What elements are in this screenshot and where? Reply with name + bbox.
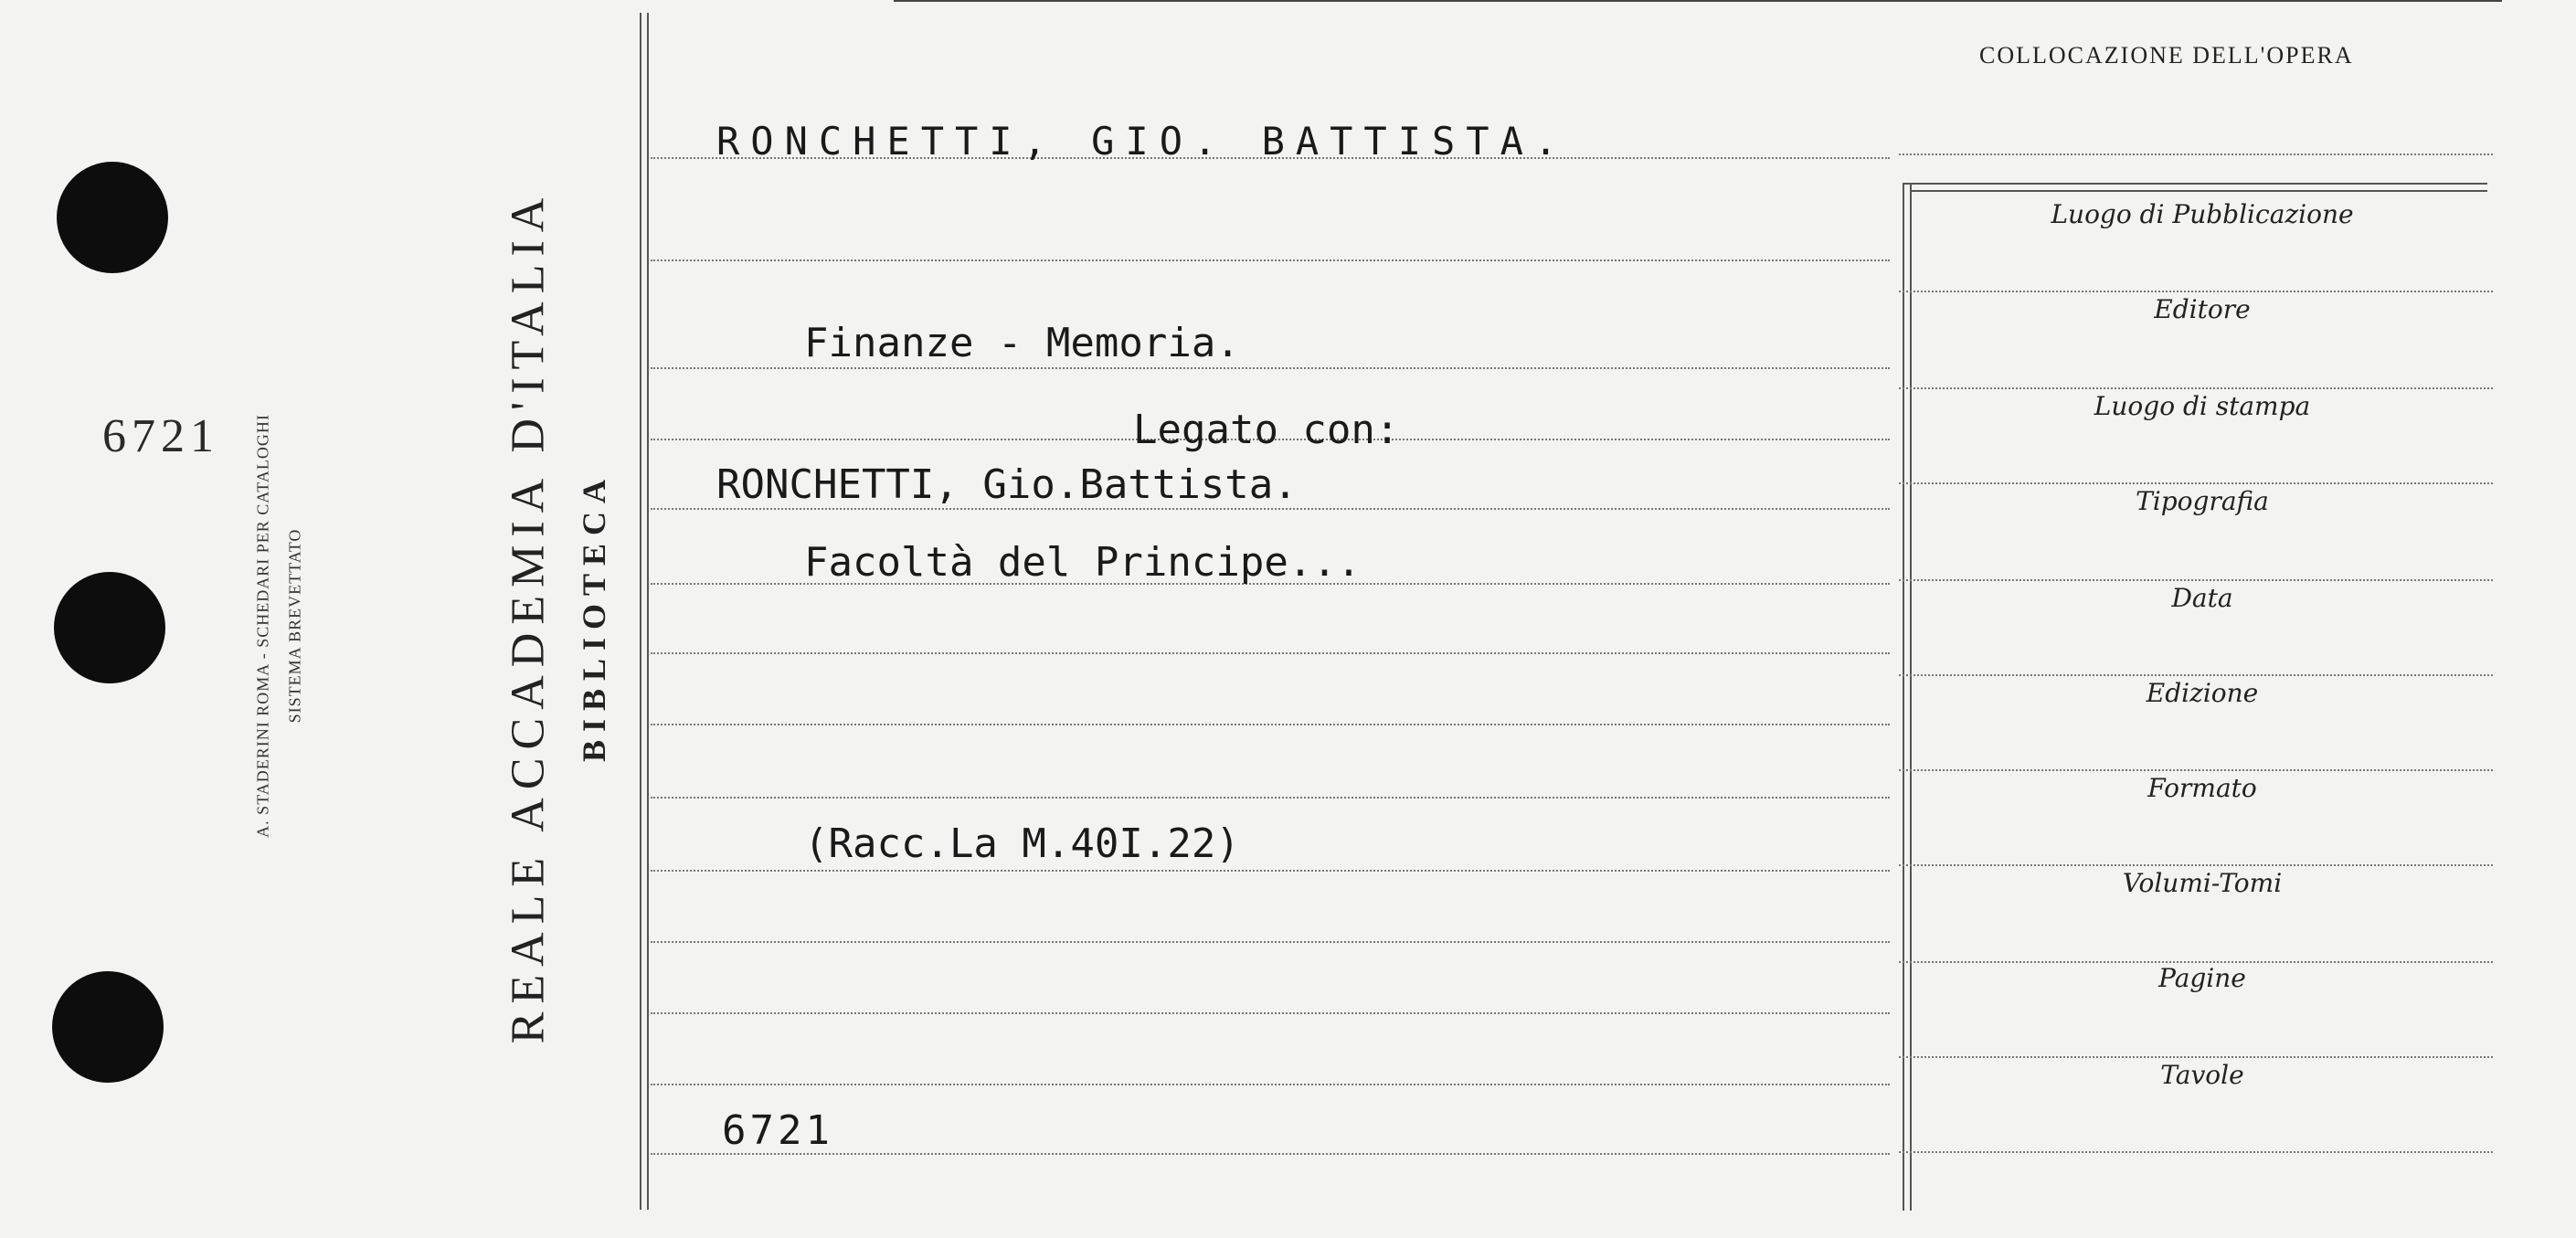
field-line bbox=[1899, 482, 2493, 484]
field-line bbox=[1899, 674, 2493, 676]
field-label-pages: Pagine bbox=[2158, 963, 2246, 993]
writing-line bbox=[651, 259, 1890, 261]
field-box-rule bbox=[1903, 183, 2487, 185]
field-label-place-of-printing: Luogo di stampa bbox=[2094, 391, 2311, 421]
top-border-rule bbox=[894, 0, 2502, 2]
writing-line bbox=[651, 797, 1890, 799]
second-work-title: Facoltà del Principe... bbox=[804, 539, 1362, 586]
printer-imprint-line-1: A. STADERINI ROMA - SCHEDARI PER CATALOGHI bbox=[253, 414, 272, 838]
writing-line bbox=[651, 1084, 1890, 1085]
field-label-date: Data bbox=[2171, 583, 2233, 613]
entry-number: 6721 bbox=[722, 1107, 833, 1154]
field-label-publisher: Editore bbox=[2154, 294, 2251, 324]
field-line bbox=[1899, 769, 2493, 771]
library-title: BIBLIOTECA bbox=[576, 471, 612, 763]
shelfmark: (Racc.La M.40I.22) bbox=[804, 820, 1240, 867]
writing-line bbox=[651, 367, 1890, 369]
field-line bbox=[1899, 864, 2493, 866]
writing-line bbox=[651, 1153, 1890, 1155]
academy-title: REALE ACCADEMIA D'ITALIA bbox=[502, 189, 555, 1044]
stub-card-number: 6721 bbox=[102, 410, 219, 462]
second-author: RONCHETTI, Gio.Battista. bbox=[716, 461, 1298, 508]
field-label-edition: Edizione bbox=[2146, 678, 2259, 708]
writing-line bbox=[651, 1012, 1890, 1014]
writing-line bbox=[651, 724, 1890, 725]
author-heading: RONCHETTI, GIO. BATTISTA. bbox=[716, 119, 1569, 164]
writing-line bbox=[651, 508, 1890, 510]
bound-with-label: Legato con: bbox=[1133, 407, 1400, 453]
field-line bbox=[1899, 387, 2493, 389]
field-label-volumes: Volumi-Tomi bbox=[2122, 868, 2283, 898]
printer-imprint-line-2: SISTEMA BREVETTATO bbox=[285, 528, 304, 724]
field-line bbox=[1899, 579, 2493, 581]
field-box-rule-inner bbox=[1910, 190, 2487, 192]
placement-heading: COLLOCAZIONE DELL'OPERA bbox=[1979, 42, 2354, 69]
field-label-place-of-publication: Luogo di Pubblicazione bbox=[2051, 199, 2354, 229]
binding-hole-bottom bbox=[52, 971, 164, 1083]
field-line bbox=[1899, 291, 2493, 292]
field-label-format: Formato bbox=[2147, 773, 2257, 803]
binding-hole-top bbox=[57, 162, 168, 273]
writing-line bbox=[651, 652, 1890, 654]
placement-line bbox=[1899, 153, 2493, 155]
field-line bbox=[1899, 1151, 2493, 1153]
margin-rule-left bbox=[640, 13, 641, 1210]
field-label-plates: Tavole bbox=[2160, 1060, 2244, 1090]
writing-line bbox=[651, 870, 1890, 872]
margin-rule-right bbox=[647, 13, 649, 1210]
work-title: Finanze - Memoria. bbox=[804, 320, 1240, 366]
writing-line bbox=[651, 941, 1890, 943]
field-label-printer: Tipografia bbox=[2136, 486, 2269, 516]
binding-hole-middle bbox=[54, 572, 165, 683]
field-line bbox=[1899, 1056, 2493, 1058]
